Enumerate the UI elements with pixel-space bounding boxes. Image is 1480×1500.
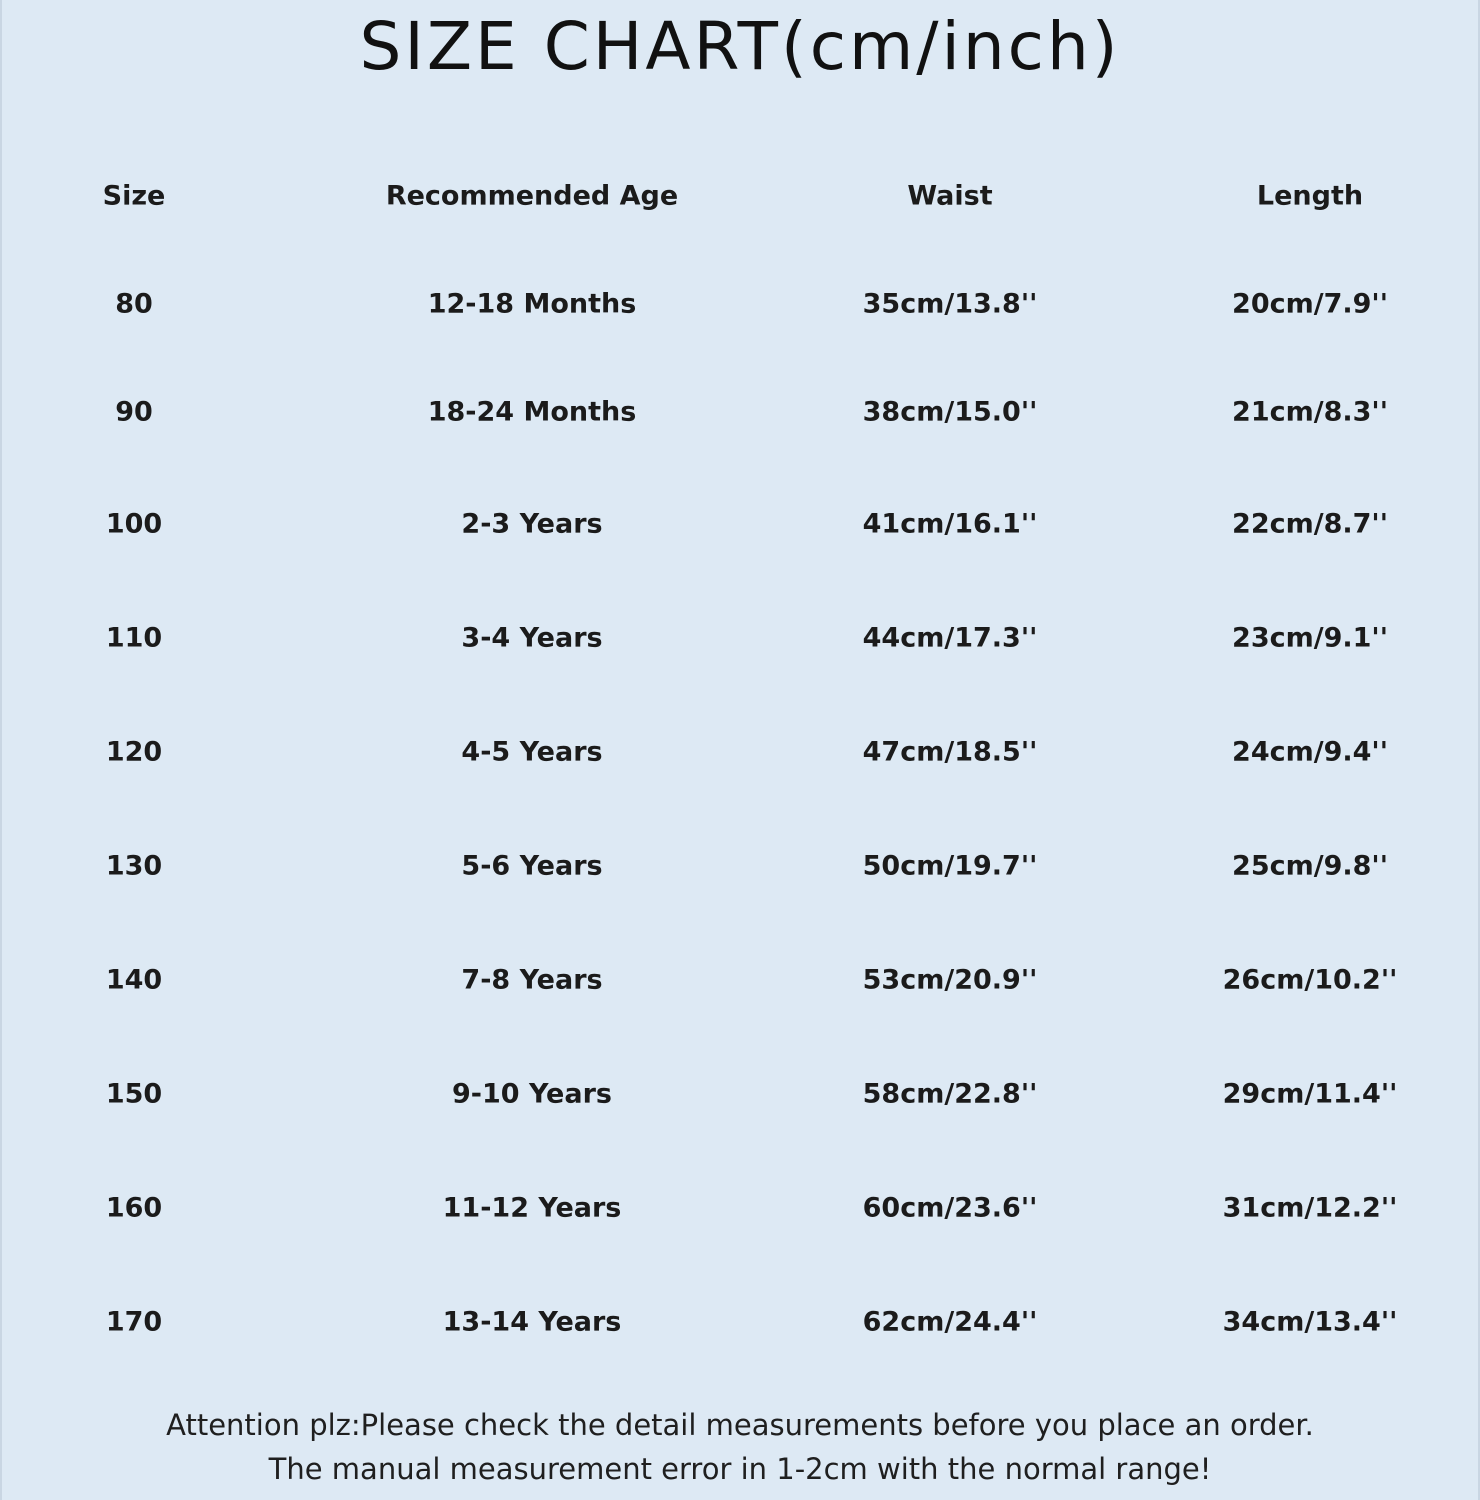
cell-waist: 38cm/15.0'' <box>862 396 1038 428</box>
cell-age: 7-8 Years <box>461 964 603 996</box>
cell-waist: 35cm/13.8'' <box>862 288 1038 320</box>
header-recommended-age: Recommended Age <box>385 180 679 212</box>
cell-size: 120 <box>105 736 163 768</box>
cell-waist: 41cm/16.1'' <box>862 508 1038 540</box>
cell-length: 21cm/8.3'' <box>1232 396 1388 428</box>
header-size: Size <box>102 180 166 212</box>
cell-age: 11-12 Years <box>442 1192 622 1224</box>
cell-length: 24cm/9.4'' <box>1232 736 1388 768</box>
cell-waist: 47cm/18.5'' <box>862 736 1038 768</box>
cell-age: 2-3 Years <box>461 508 603 540</box>
cell-waist: 58cm/22.8'' <box>862 1078 1038 1110</box>
cell-waist: 53cm/20.9'' <box>862 964 1038 996</box>
cell-age: 4-5 Years <box>461 736 603 768</box>
page-title: SIZE CHART(cm/inch) <box>359 8 1121 85</box>
cell-waist: 50cm/19.7'' <box>862 850 1038 882</box>
cell-size: 160 <box>105 1192 163 1224</box>
cell-age: 12-18 Months <box>427 288 637 320</box>
cell-length: 31cm/12.2'' <box>1222 1192 1398 1224</box>
cell-length: 22cm/8.7'' <box>1232 508 1388 540</box>
cell-size: 150 <box>105 1078 163 1110</box>
cell-length: 20cm/7.9'' <box>1232 288 1388 320</box>
cell-age: 5-6 Years <box>461 850 603 882</box>
cell-waist: 60cm/23.6'' <box>862 1192 1038 1224</box>
attention-note: Attention plz:Please check the detail measurements before you place an order. <box>166 1408 1314 1442</box>
cell-size: 90 <box>115 396 153 428</box>
cell-age: 9-10 Years <box>452 1078 612 1110</box>
cell-age: 3-4 Years <box>461 622 603 654</box>
header-waist: Waist <box>907 180 993 212</box>
cell-length: 34cm/13.4'' <box>1222 1306 1398 1338</box>
cell-size: 140 <box>105 964 163 996</box>
cell-length: 26cm/10.2'' <box>1222 964 1398 996</box>
cell-length: 29cm/11.4'' <box>1222 1078 1398 1110</box>
cell-age: 18-24 Months <box>427 396 637 428</box>
cell-size: 130 <box>105 850 163 882</box>
cell-size: 110 <box>105 622 163 654</box>
measurement-error-note: The manual measurement error in 1-2cm with the normal range! <box>268 1452 1212 1486</box>
cell-waist: 62cm/24.4'' <box>862 1306 1038 1338</box>
cell-size: 80 <box>115 288 153 320</box>
cell-age: 13-14 Years <box>442 1306 622 1338</box>
cell-length: 23cm/9.1'' <box>1232 622 1388 654</box>
cell-size: 170 <box>105 1306 163 1338</box>
cell-waist: 44cm/17.3'' <box>862 622 1038 654</box>
cell-size: 100 <box>105 508 163 540</box>
cell-length: 25cm/9.8'' <box>1232 850 1388 882</box>
header-length: Length <box>1256 180 1364 212</box>
